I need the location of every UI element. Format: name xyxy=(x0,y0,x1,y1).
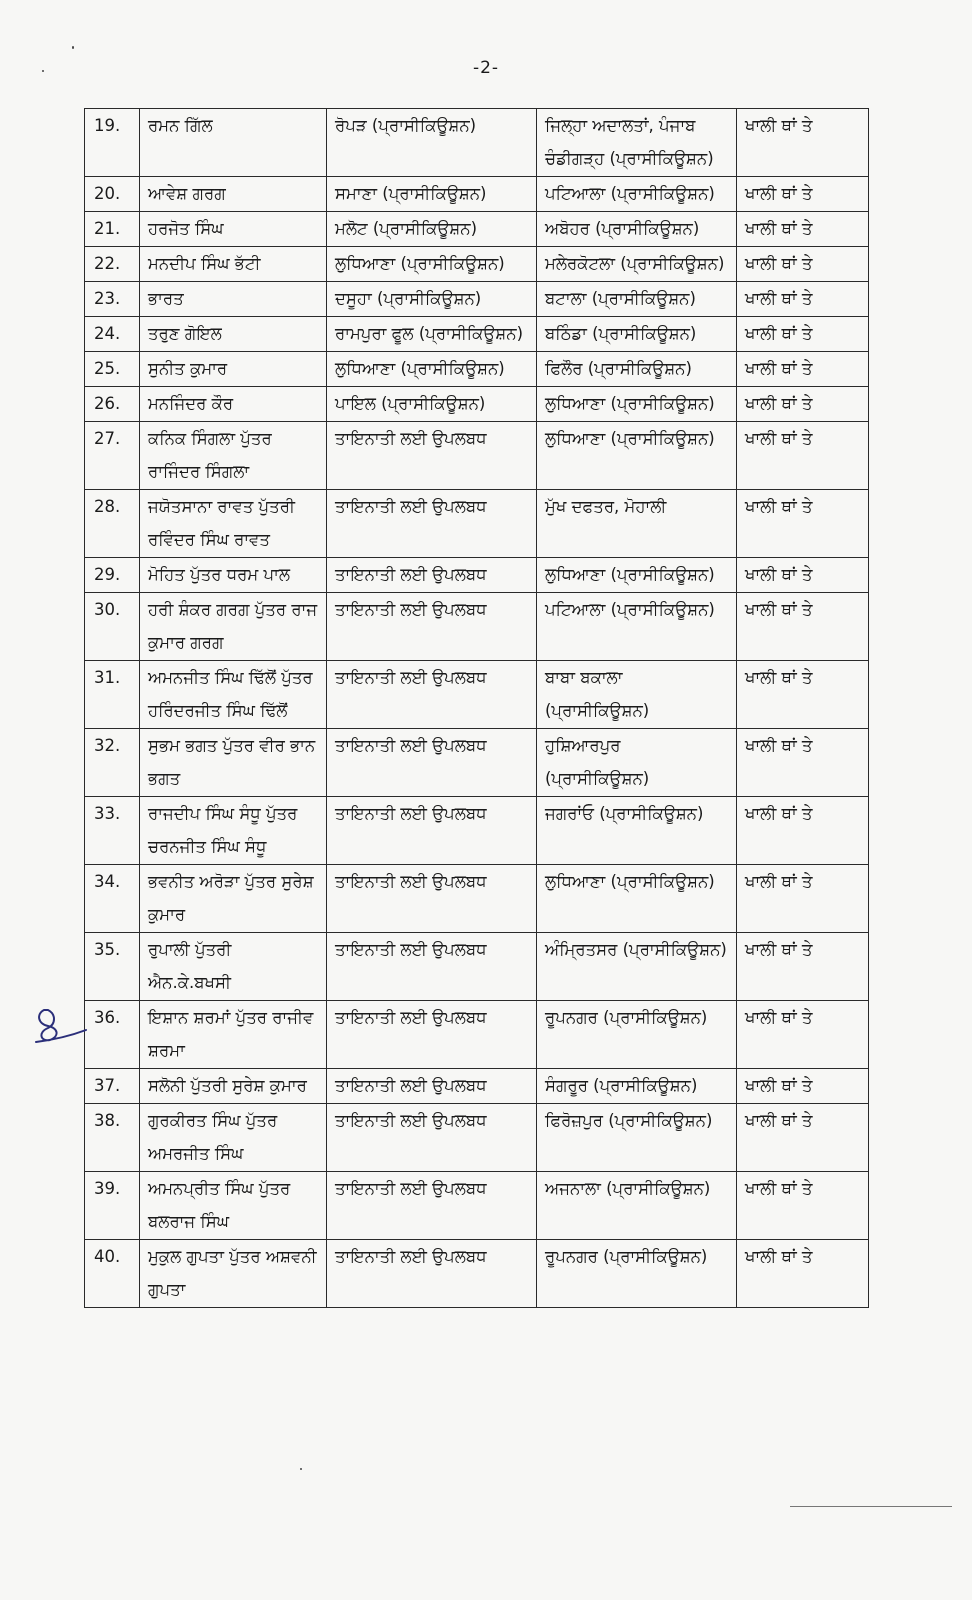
serial-number-cell: 40. xyxy=(85,1240,140,1308)
new-posting-cell: ਬਟਾਲਾ (ਪ੍ਰਾਸੀਕਿਊਸ਼ਨ) xyxy=(537,282,737,317)
officer-name-cell: ਅਮਨਪ੍ਰੀਤ ਸਿੰਘ ਪੁੱਤਰ ਬਲਰਾਜ ਸਿੰਘ xyxy=(140,1172,327,1240)
present-posting-cell: ਤਾਇਨਾਤੀ ਲਈ ਉਪਲਬਧ xyxy=(327,1240,537,1308)
serial-number-cell: 33. xyxy=(85,797,140,865)
new-posting-cell: ਜਗਰਾਂਓ (ਪ੍ਰਾਸੀਕਿਊਸ਼ਨ) xyxy=(537,797,737,865)
table-row xyxy=(85,593,869,661)
officer-name-cell: ਮੋਹਿਤ ਪੁੱਤਰ ਧਰਮ ਪਾਲ xyxy=(140,558,327,593)
remarks-cell: ਖਾਲੀ ਥਾਂ ਤੇ xyxy=(737,1240,869,1308)
table-row xyxy=(85,1240,869,1308)
new-posting-cell: ਅਬੋਹਰ (ਪ੍ਰਾਸੀਕਿਊਸ਼ਨ) xyxy=(537,212,737,247)
new-posting-cell: ਪਟਿਆਲਾ (ਪ੍ਰਾਸੀਕਿਊਸ਼ਨ) xyxy=(537,593,737,661)
officer-name-cell: ਹਰਜੋਤ ਸਿੰਘ xyxy=(140,212,327,247)
new-posting-cell: ਲੁਧਿਆਣਾ (ਪ੍ਰਾਸੀਕਿਊਸ਼ਨ) xyxy=(537,865,737,933)
present-posting-cell: ਤਾਇਨਾਤੀ ਲਈ ਉਪਲਬਧ xyxy=(327,729,537,797)
present-posting-cell: ਪਾਇਲ (ਪ੍ਰਾਸੀਕਿਊਸ਼ਨ) xyxy=(327,387,537,422)
officer-name-cell: ਕਨਿਕ ਸਿੰਗਲਾ ਪੁੱਤਰ ਰਾਜਿੰਦਰ ਸਿੰਗਲਾ xyxy=(140,422,327,490)
serial-number-cell: 31. xyxy=(85,661,140,729)
present-posting-cell: ਤਾਇਨਾਤੀ ਲਈ ਉਪਲਬਧ xyxy=(327,1001,537,1069)
table-row xyxy=(85,1069,869,1104)
table-row xyxy=(85,865,869,933)
table-row xyxy=(85,212,869,247)
remarks-cell: ਖਾਲੀ ਥਾਂ ਤੇ xyxy=(737,729,869,797)
serial-number-cell: 34. xyxy=(85,865,140,933)
remarks-cell: ਖਾਲੀ ਥਾਂ ਤੇ xyxy=(737,282,869,317)
present-posting-cell: ਤਾਇਨਾਤੀ ਲਈ ਉਪਲਬਧ xyxy=(327,1069,537,1104)
present-posting-cell: ਮਲੋਟ (ਪ੍ਰਾਸੀਕਿਊਸ਼ਨ) xyxy=(327,212,537,247)
officer-name-cell: ਗੁਰਕੀਰਤ ਸਿੰਘ ਪੁੱਤਰ ਅਮਰਜੀਤ ਸਿੰਘ xyxy=(140,1104,327,1172)
remarks-cell: ਖਾਲੀ ਥਾਂ ਤੇ xyxy=(737,1001,869,1069)
remarks-cell: ਖਾਲੀ ਥਾਂ ਤੇ xyxy=(737,1172,869,1240)
serial-number-cell: 19. xyxy=(85,109,140,177)
serial-number-cell: 39. xyxy=(85,1172,140,1240)
serial-number-cell: 35. xyxy=(85,933,140,1001)
remarks-cell: ਖਾਲੀ ਥਾਂ ਤੇ xyxy=(737,317,869,352)
remarks-cell: ਖਾਲੀ ਥਾਂ ਤੇ xyxy=(737,1104,869,1172)
remarks-cell: ਖਾਲੀ ਥਾਂ ਤੇ xyxy=(737,212,869,247)
officer-name-cell: ਭਾਰਤ xyxy=(140,282,327,317)
remarks-cell: ਖਾਲੀ ਥਾਂ ਤੇ xyxy=(737,490,869,558)
present-posting-cell: ਰੋਪੜ (ਪ੍ਰਾਸੀਕਿਊਸ਼ਨ) xyxy=(327,109,537,177)
table-row xyxy=(85,317,869,352)
present-posting-cell: ਤਾਇਨਾਤੀ ਲਈ ਉਪਲਬਧ xyxy=(327,422,537,490)
table-row xyxy=(85,933,869,1001)
new-posting-cell: ਰੂਪਨਗਰ (ਪ੍ਰਾਸੀਕਿਊਸ਼ਨ) xyxy=(537,1001,737,1069)
officer-name-cell: ਤਰੁਣ ਗੋਇਲ xyxy=(140,317,327,352)
present-posting-cell: ਤਾਇਨਾਤੀ ਲਈ ਉਪਲਬਧ xyxy=(327,1104,537,1172)
table-row xyxy=(85,1172,869,1240)
postings-table-body xyxy=(85,109,869,1308)
page-number: -2- xyxy=(472,58,500,78)
table-row xyxy=(85,1001,869,1069)
new-posting-cell: ਲੁਧਿਆਣਾ (ਪ੍ਰਾਸੀਕਿਊਸ਼ਨ) xyxy=(537,422,737,490)
officer-name-cell: ਸੁਨੀਤ ਕੁਮਾਰ xyxy=(140,352,327,387)
table-row xyxy=(85,352,869,387)
table-row xyxy=(85,282,869,317)
new-posting-cell: ਪਟਿਆਲਾ (ਪ੍ਰਾਸੀਕਿਊਸ਼ਨ) xyxy=(537,177,737,212)
officer-name-cell: ਰਾਜਦੀਪ ਸਿੰਘ ਸੰਧੂ ਪੁੱਤਰ ਚਰਨਜੀਤ ਸਿੰਘ ਸੰਧੂ xyxy=(140,797,327,865)
remarks-cell: ਖਾਲੀ ਥਾਂ ਤੇ xyxy=(737,1069,869,1104)
postings-table xyxy=(84,108,869,1308)
serial-number-cell: 38. xyxy=(85,1104,140,1172)
serial-number-cell: 25. xyxy=(85,352,140,387)
officer-name-cell: ਮੁਕੁਲ ਗੁਪਤਾ ਪੁੱਤਰ ਅਸ਼ਵਨੀ ਗੁਪਤਾ xyxy=(140,1240,327,1308)
officer-name-cell: ਰਮਨ ਗਿੱਲ xyxy=(140,109,327,177)
table-row xyxy=(85,729,869,797)
serial-number-cell: 30. xyxy=(85,593,140,661)
new-posting-cell: ਬਾਬਾ ਬਕਾਲਾ (ਪ੍ਰਾਸੀਕਿਊਸ਼ਨ) xyxy=(537,661,737,729)
table-row xyxy=(85,422,869,490)
new-posting-cell: ਫਿਰੋਜ਼ਪੁਰ (ਪ੍ਰਾਸੀਕਿਊਸ਼ਨ) xyxy=(537,1104,737,1172)
present-posting-cell: ਤਾਇਨਾਤੀ ਲਈ ਉਪਲਬਧ xyxy=(327,490,537,558)
new-posting-cell: ਅਜਨਾਲਾ (ਪ੍ਰਾਸੀਕਿਊਸ਼ਨ) xyxy=(537,1172,737,1240)
officer-name-cell: ਮਨਜਿੰਦਰ ਕੌਰ xyxy=(140,387,327,422)
new-posting-cell: ਮਲੇਰਕੋਟਲਾ (ਪ੍ਰਾਸੀਕਿਊਸ਼ਨ) xyxy=(537,247,737,282)
present-posting-cell: ਤਾਇਨਾਤੀ ਲਈ ਉਪਲਬਧ xyxy=(327,1172,537,1240)
table-row xyxy=(85,797,869,865)
officer-name-cell: ਇਸ਼ਾਨ ਸ਼ਰਮਾਂ ਪੁੱਤਰ ਰਾਜੀਵ ਸ਼ਰਮਾ xyxy=(140,1001,327,1069)
table-row xyxy=(85,109,869,177)
new-posting-cell: ਬਠਿੰਡਾ (ਪ੍ਰਾਸੀਕਿਊਸ਼ਨ) xyxy=(537,317,737,352)
officer-name-cell: ਭਵਨੀਤ ਅਰੋੜਾ ਪੁੱਤਰ ਸੁਰੇਸ਼ ਕੁਮਾਰ xyxy=(140,865,327,933)
present-posting-cell: ਦਸੂਹਾ (ਪ੍ਰਾਸੀਕਿਊਸ਼ਨ) xyxy=(327,282,537,317)
present-posting-cell: ਤਾਇਨਾਤੀ ਲਈ ਉਪਲਬਧ xyxy=(327,865,537,933)
table-row xyxy=(85,387,869,422)
officer-name-cell: ਆਵੇਸ਼ ਗਰਗ xyxy=(140,177,327,212)
new-posting-cell: ਲੁਧਿਆਣਾ (ਪ੍ਰਾਸੀਕਿਊਸ਼ਨ) xyxy=(537,558,737,593)
officer-name-cell: ਮਨਦੀਪ ਸਿੰਘ ਭੱਟੀ xyxy=(140,247,327,282)
remarks-cell: ਖਾਲੀ ਥਾਂ ਤੇ xyxy=(737,865,869,933)
serial-number-cell: 24. xyxy=(85,317,140,352)
serial-number-cell: 29. xyxy=(85,558,140,593)
table-row xyxy=(85,247,869,282)
new-posting-cell: ਫਿਲੌਰ (ਪ੍ਰਾਸੀਕਿਊਸ਼ਨ) xyxy=(537,352,737,387)
scan-edge-line xyxy=(790,1506,952,1507)
present-posting-cell: ਲੁਧਿਆਣਾ (ਪ੍ਰਾਸੀਕਿਊਸ਼ਨ) xyxy=(327,352,537,387)
serial-number-cell: 20. xyxy=(85,177,140,212)
table-row xyxy=(85,558,869,593)
remarks-cell: ਖਾਲੀ ਥਾਂ ਤੇ xyxy=(737,177,869,212)
present-posting-cell: ਤਾਇਨਾਤੀ ਲਈ ਉਪਲਬਧ xyxy=(327,558,537,593)
new-posting-cell: ਲੁਧਿਆਣਾ (ਪ੍ਰਾਸੀਕਿਊਸ਼ਨ) xyxy=(537,387,737,422)
present-posting-cell: ਲੁਧਿਆਣਾ (ਪ੍ਰਾਸੀਕਿਊਸ਼ਨ) xyxy=(327,247,537,282)
serial-number-cell: 32. xyxy=(85,729,140,797)
serial-number-cell: 21. xyxy=(85,212,140,247)
serial-number-cell: 36. xyxy=(85,1001,140,1069)
new-posting-cell: ਜਿਲ੍ਹਾ ਅਦਾਲਤਾਂ, ਪੰਜਾਬ ਚੰਡੀਗੜ੍ਹ (ਪ੍ਰਾਸੀਕਿਊਸ਼ਨ) xyxy=(537,109,737,177)
present-posting-cell: ਰਾਮਪੁਰਾ ਫੂਲ (ਪ੍ਰਾਸੀਕਿਊਸ਼ਨ) xyxy=(327,317,537,352)
remarks-cell: ਖਾਲੀ ਥਾਂ ਤੇ xyxy=(737,558,869,593)
present-posting-cell: ਤਾਇਨਾਤੀ ਲਈ ਉਪਲਬਧ xyxy=(327,661,537,729)
officer-name-cell: ਰੁਪਾਲੀ ਪੁੱਤਰੀ ਐਨ.ਕੇ.ਬਖਸੀ xyxy=(140,933,327,1001)
serial-number-cell: 26. xyxy=(85,387,140,422)
table-row xyxy=(85,177,869,212)
serial-number-cell: 22. xyxy=(85,247,140,282)
table-row xyxy=(85,490,869,558)
scan-speck xyxy=(72,46,74,49)
remarks-cell: ਖਾਲੀ ਥਾਂ ਤੇ xyxy=(737,933,869,1001)
present-posting-cell: ਤਾਇਨਾਤੀ ਲਈ ਉਪਲਬਧ xyxy=(327,593,537,661)
officer-name-cell: ਅਮਨਜੀਤ ਸਿੰਘ ਢਿੱਲੋਂ ਪੁੱਤਰ ਹਰਿੰਦਰਜੀਤ ਸਿੰਘ ਢਿੱਲੋਂ xyxy=(140,661,327,729)
remarks-cell: ਖਾਲੀ ਥਾਂ ਤੇ xyxy=(737,352,869,387)
new-posting-cell: ਸੰਗਰੂਰ (ਪ੍ਰਾਸੀਕਿਊਸ਼ਨ) xyxy=(537,1069,737,1104)
handwritten-initial-mark xyxy=(30,1004,90,1046)
serial-number-cell: 23. xyxy=(85,282,140,317)
new-posting-cell: ਹੁਸ਼ਿਆਰਪੁਰ (ਪ੍ਰਾਸੀਕਿਊਸ਼ਨ) xyxy=(537,729,737,797)
serial-number-cell: 27. xyxy=(85,422,140,490)
table-row xyxy=(85,661,869,729)
scan-speck xyxy=(300,1468,302,1470)
serial-number-cell: 37. xyxy=(85,1069,140,1104)
new-posting-cell: ਅੰਮ੍ਰਿਤਸਰ (ਪ੍ਰਾਸੀਕਿਊਸ਼ਨ) xyxy=(537,933,737,1001)
remarks-cell: ਖਾਲੀ ਥਾਂ ਤੇ xyxy=(737,661,869,729)
remarks-cell: ਖਾਲੀ ਥਾਂ ਤੇ xyxy=(737,387,869,422)
present-posting-cell: ਤਾਇਨਾਤੀ ਲਈ ਉਪਲਬਧ xyxy=(327,933,537,1001)
officer-name-cell: ਜਯੋਤਸਾਨਾ ਰਾਵਤ ਪੁੱਤਰੀ ਰਵਿੰਦਰ ਸਿੰਘ ਰਾਵਤ xyxy=(140,490,327,558)
officer-name-cell: ਸੁਭਮ ਭਗਤ ਪੁੱਤਰ ਵੀਰ ਭਾਨ ਭਗਤ xyxy=(140,729,327,797)
present-posting-cell: ਤਾਇਨਾਤੀ ਲਈ ਉਪਲਬਧ xyxy=(327,797,537,865)
table-row xyxy=(85,1104,869,1172)
remarks-cell: ਖਾਲੀ ਥਾਂ ਤੇ xyxy=(737,593,869,661)
present-posting-cell: ਸਮਾਣਾ (ਪ੍ਰਾਸੀਕਿਊਸ਼ਨ) xyxy=(327,177,537,212)
new-posting-cell: ਰੂਪਨਗਰ (ਪ੍ਰਾਸੀਕਿਊਸ਼ਨ) xyxy=(537,1240,737,1308)
remarks-cell: ਖਾਲੀ ਥਾਂ ਤੇ xyxy=(737,247,869,282)
remarks-cell: ਖਾਲੀ ਥਾਂ ਤੇ xyxy=(737,797,869,865)
remarks-cell: ਖਾਲੀ ਥਾਂ ਤੇ xyxy=(737,109,869,177)
new-posting-cell: ਮੁੱਖ ਦਫਤਰ, ਮੋਹਾਲੀ xyxy=(537,490,737,558)
remarks-cell: ਖਾਲੀ ਥਾਂ ਤੇ xyxy=(737,422,869,490)
officer-name-cell: ਹਰੀ ਸ਼ੰਕਰ ਗਰਗ ਪੁੱਤਰ ਰਾਜ ਕੁਮਾਰ ਗਰਗ xyxy=(140,593,327,661)
serial-number-cell: 28. xyxy=(85,490,140,558)
scan-speck xyxy=(42,70,44,72)
officer-name-cell: ਸਲੋਨੀ ਪੁੱਤਰੀ ਸੁਰੇਸ਼ ਕੁਮਾਰ xyxy=(140,1069,327,1104)
